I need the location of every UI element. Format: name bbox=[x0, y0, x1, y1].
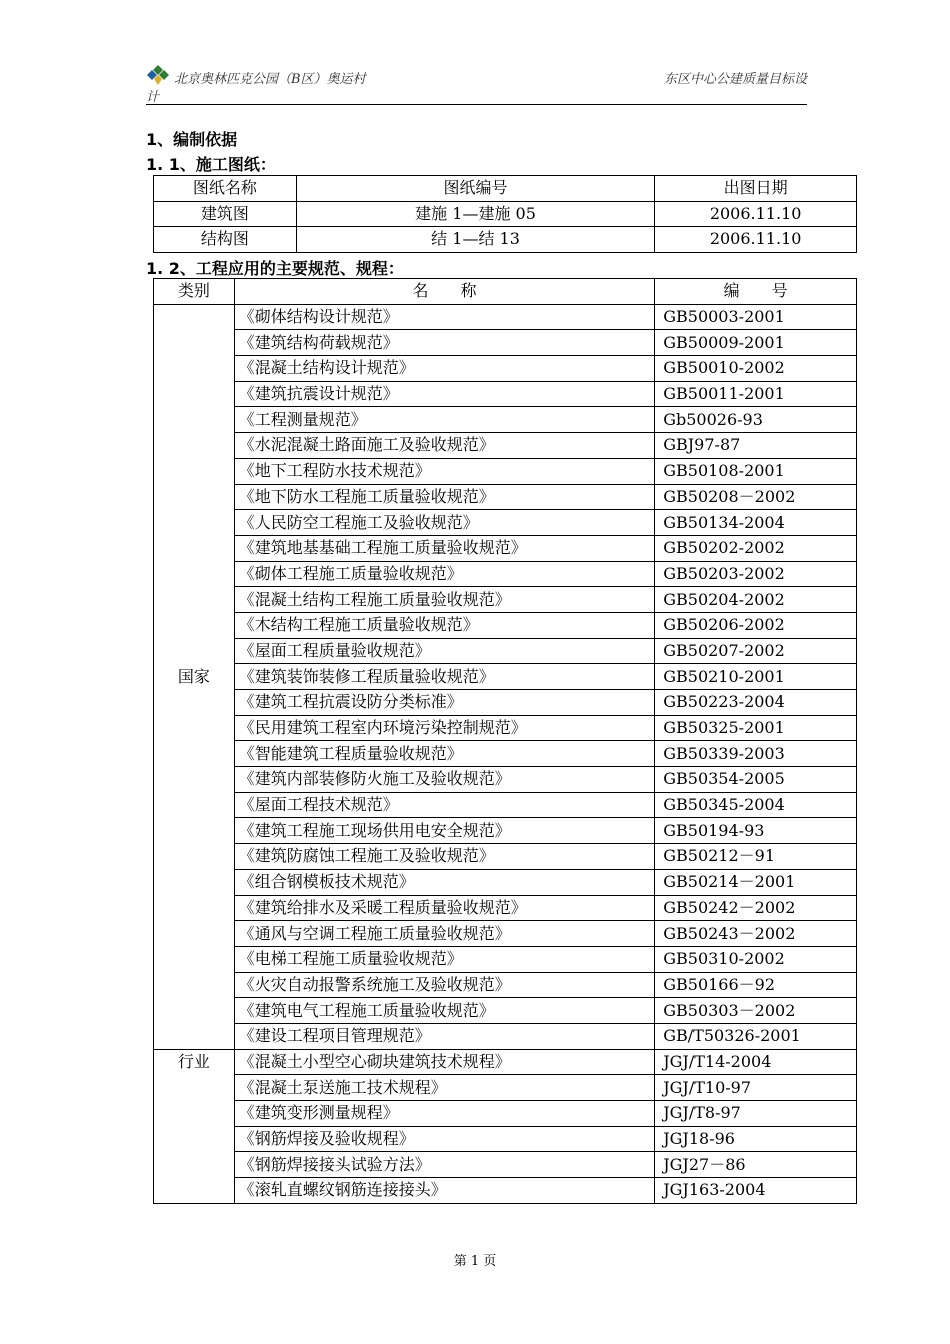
standard-code: JGJ163-2004 bbox=[655, 1178, 857, 1204]
standard-code: GB50303－2002 bbox=[655, 998, 857, 1024]
standard-code: GB50003-2001 bbox=[655, 304, 857, 330]
header-left-title-continued: 计 bbox=[146, 90, 160, 105]
table-row bbox=[154, 433, 857, 459]
standard-name: 《木结构工程施工质量验收规范》 bbox=[234, 612, 654, 638]
standard-code: GB50207-2002 bbox=[655, 638, 857, 664]
table-row bbox=[154, 1049, 857, 1075]
column-header: 编 号 bbox=[655, 279, 857, 305]
table-cell: 2006.11.10 bbox=[655, 201, 857, 227]
table-row bbox=[154, 1023, 857, 1049]
standard-name: 《建筑防腐蚀工程施工及验收规范》 bbox=[234, 844, 654, 870]
standard-name: 《建筑内部装修防火施工及验收规范》 bbox=[234, 767, 654, 793]
standard-name: 《电梯工程施工质量验收规范》 bbox=[234, 946, 654, 972]
table-row bbox=[154, 1075, 857, 1101]
table-header-row bbox=[154, 279, 857, 305]
standard-name: 《建筑抗震设计规范》 bbox=[234, 381, 654, 407]
standard-code: GB50208－2002 bbox=[655, 484, 857, 510]
header-left-title: 北京奥林匹克公园（B区）奥运村 bbox=[174, 72, 366, 87]
table-row bbox=[154, 484, 857, 510]
standard-code: GB/T50326-2001 bbox=[655, 1023, 857, 1049]
standard-name: 《建筑电气工程施工质量验收规范》 bbox=[234, 998, 654, 1024]
standard-name: 《火灾自动报警系统施工及验收规范》 bbox=[234, 972, 654, 998]
standard-name: 《建筑变形测量规程》 bbox=[234, 1101, 654, 1127]
table-row bbox=[154, 330, 857, 356]
table-row bbox=[154, 818, 857, 844]
subsection-heading-standards: 1. 2、工程应用的主要规范、规程： bbox=[146, 259, 404, 278]
standard-code: JGJ/T14-2004 bbox=[655, 1049, 857, 1075]
table-row bbox=[154, 715, 857, 741]
table-row bbox=[154, 767, 857, 793]
standard-name: 《智能建筑工程质量验收规范》 bbox=[234, 741, 654, 767]
standard-code: GB50011-2001 bbox=[655, 381, 857, 407]
standard-name: 《钢筋焊接及验收规程》 bbox=[234, 1126, 654, 1152]
table-row bbox=[154, 844, 857, 870]
table-row bbox=[154, 792, 857, 818]
column-header: 名 称 bbox=[234, 279, 654, 305]
section-heading: 1、编制依据 bbox=[146, 130, 238, 149]
table-row bbox=[154, 227, 857, 253]
table-row bbox=[154, 895, 857, 921]
standard-name: 《水泥混凝土路面施工及验收规范》 bbox=[234, 433, 654, 459]
standard-code: JGJ/T8-97 bbox=[655, 1101, 857, 1127]
standard-name: 《民用建筑工程室内环境污染控制规范》 bbox=[234, 715, 654, 741]
standard-name: 《建筑工程施工现场供用电安全规范》 bbox=[234, 818, 654, 844]
category-cell: 国家 bbox=[154, 304, 235, 1049]
olympic-village-logo-icon bbox=[146, 64, 170, 86]
standard-code: JGJ18-96 bbox=[655, 1126, 857, 1152]
standard-code: GB50108-2001 bbox=[655, 458, 857, 484]
standard-code: GB50223-2004 bbox=[655, 690, 857, 716]
standard-code: GB50010-2002 bbox=[655, 356, 857, 382]
table-row bbox=[154, 612, 857, 638]
table-row bbox=[154, 1126, 857, 1152]
standard-name: 《建筑给排水及采暖工程质量验收规范》 bbox=[234, 895, 654, 921]
standard-name: 《混凝土结构设计规范》 bbox=[234, 356, 654, 382]
page-number: 第 1 页 bbox=[453, 1254, 497, 1269]
standard-name: 《通风与空调工程施工质量验收规范》 bbox=[234, 921, 654, 947]
standard-name: 《混凝土结构工程施工质量验收规范》 bbox=[234, 587, 654, 613]
column-header: 出图日期 bbox=[655, 176, 857, 202]
table-row bbox=[154, 921, 857, 947]
table-row bbox=[154, 690, 857, 716]
table-cell: 2006.11.10 bbox=[655, 227, 857, 253]
table-row bbox=[154, 561, 857, 587]
standard-code: GB50243－2002 bbox=[655, 921, 857, 947]
standard-code: GB50194-93 bbox=[655, 818, 857, 844]
standard-name: 《工程测量规范》 bbox=[234, 407, 654, 433]
standard-code: JGJ/T10-97 bbox=[655, 1075, 857, 1101]
table-row bbox=[154, 407, 857, 433]
standard-code: GB50310-2002 bbox=[655, 946, 857, 972]
table-row bbox=[154, 998, 857, 1024]
standard-name: 《建设工程项目管理规范》 bbox=[234, 1023, 654, 1049]
standard-name: 《混凝土小型空心砌块建筑技术规程》 bbox=[234, 1049, 654, 1075]
table-row bbox=[154, 972, 857, 998]
standard-code: GB50202-2002 bbox=[655, 535, 857, 561]
page-header bbox=[146, 64, 807, 105]
column-header: 图纸名称 bbox=[154, 176, 297, 202]
standard-code: GB50134-2004 bbox=[655, 510, 857, 536]
standard-code: GB50206-2002 bbox=[655, 612, 857, 638]
standard-code: GB50203-2002 bbox=[655, 561, 857, 587]
column-header: 类别 bbox=[154, 279, 235, 305]
table-row bbox=[154, 535, 857, 561]
standard-code: GB50210-2001 bbox=[655, 664, 857, 690]
table-header-row bbox=[154, 176, 857, 202]
category-cell: 行业 bbox=[154, 1049, 235, 1203]
standard-code: GB50204-2002 bbox=[655, 587, 857, 613]
standard-name: 《建筑工程抗震设防分类标准》 bbox=[234, 690, 654, 716]
standard-code: GB50166－92 bbox=[655, 972, 857, 998]
standard-code: GBJ97-87 bbox=[655, 433, 857, 459]
table-cell: 建施 1—建施 05 bbox=[296, 201, 654, 227]
standard-name: 《地下工程防水技术规范》 bbox=[234, 458, 654, 484]
standard-code: GB50354-2005 bbox=[655, 767, 857, 793]
standard-name: 《人民防空工程施工及验收规范》 bbox=[234, 510, 654, 536]
standard-code: GB50212－91 bbox=[655, 844, 857, 870]
table-row bbox=[154, 304, 857, 330]
table-cell: 建筑图 bbox=[154, 201, 297, 227]
standard-code: GB50009-2001 bbox=[655, 330, 857, 356]
standard-code: Gb50026-93 bbox=[655, 407, 857, 433]
table-row bbox=[154, 869, 857, 895]
standard-code: GB50214－2001 bbox=[655, 869, 857, 895]
table-row bbox=[154, 510, 857, 536]
table-row bbox=[154, 201, 857, 227]
standard-name: 《地下防水工程施工质量验收规范》 bbox=[234, 484, 654, 510]
standard-name: 《建筑装饰装修工程质量验收规范》 bbox=[234, 664, 654, 690]
table-row bbox=[154, 741, 857, 767]
standard-name: 《屋面工程质量验收规范》 bbox=[234, 638, 654, 664]
standard-name: 《钢筋焊接接头试验方法》 bbox=[234, 1152, 654, 1178]
table-row bbox=[154, 587, 857, 613]
standard-name: 《建筑地基基础工程施工质量验收规范》 bbox=[234, 535, 654, 561]
standard-name: 《建筑结构荷载规范》 bbox=[234, 330, 654, 356]
table-row bbox=[154, 1101, 857, 1127]
standard-code: GB50242－2002 bbox=[655, 895, 857, 921]
header-right-title: 东区中心公建质量目标设 bbox=[663, 72, 807, 87]
table-row bbox=[154, 1152, 857, 1178]
standard-code: GB50325-2001 bbox=[655, 715, 857, 741]
standards-table bbox=[153, 278, 857, 1204]
standard-name: 《组合钢模板技术规范》 bbox=[234, 869, 654, 895]
table-row bbox=[154, 356, 857, 382]
standard-name: 《屋面工程技术规范》 bbox=[234, 792, 654, 818]
standard-name: 《砌体结构设计规范》 bbox=[234, 304, 654, 330]
table-row bbox=[154, 1178, 857, 1204]
standard-code: GB50345-2004 bbox=[655, 792, 857, 818]
table-cell: 结 1—结 13 bbox=[296, 227, 654, 253]
table-row bbox=[154, 458, 857, 484]
standard-name: 《滚轧直螺纹钢筋连接接头》 bbox=[234, 1178, 654, 1204]
subsection-heading-drawings: 1. 1、施工图纸： bbox=[146, 155, 276, 174]
standard-name: 《混凝土泵送施工技术规程》 bbox=[234, 1075, 654, 1101]
column-header: 图纸编号 bbox=[296, 176, 654, 202]
drawings-table bbox=[153, 175, 857, 253]
table-row bbox=[154, 664, 857, 690]
table-cell: 结构图 bbox=[154, 227, 297, 253]
table-row bbox=[154, 638, 857, 664]
standard-code: JGJ27－86 bbox=[655, 1152, 857, 1178]
table-row bbox=[154, 381, 857, 407]
standard-name: 《砌体工程施工质量验收规范》 bbox=[234, 561, 654, 587]
standard-code: GB50339-2003 bbox=[655, 741, 857, 767]
table-row bbox=[154, 946, 857, 972]
